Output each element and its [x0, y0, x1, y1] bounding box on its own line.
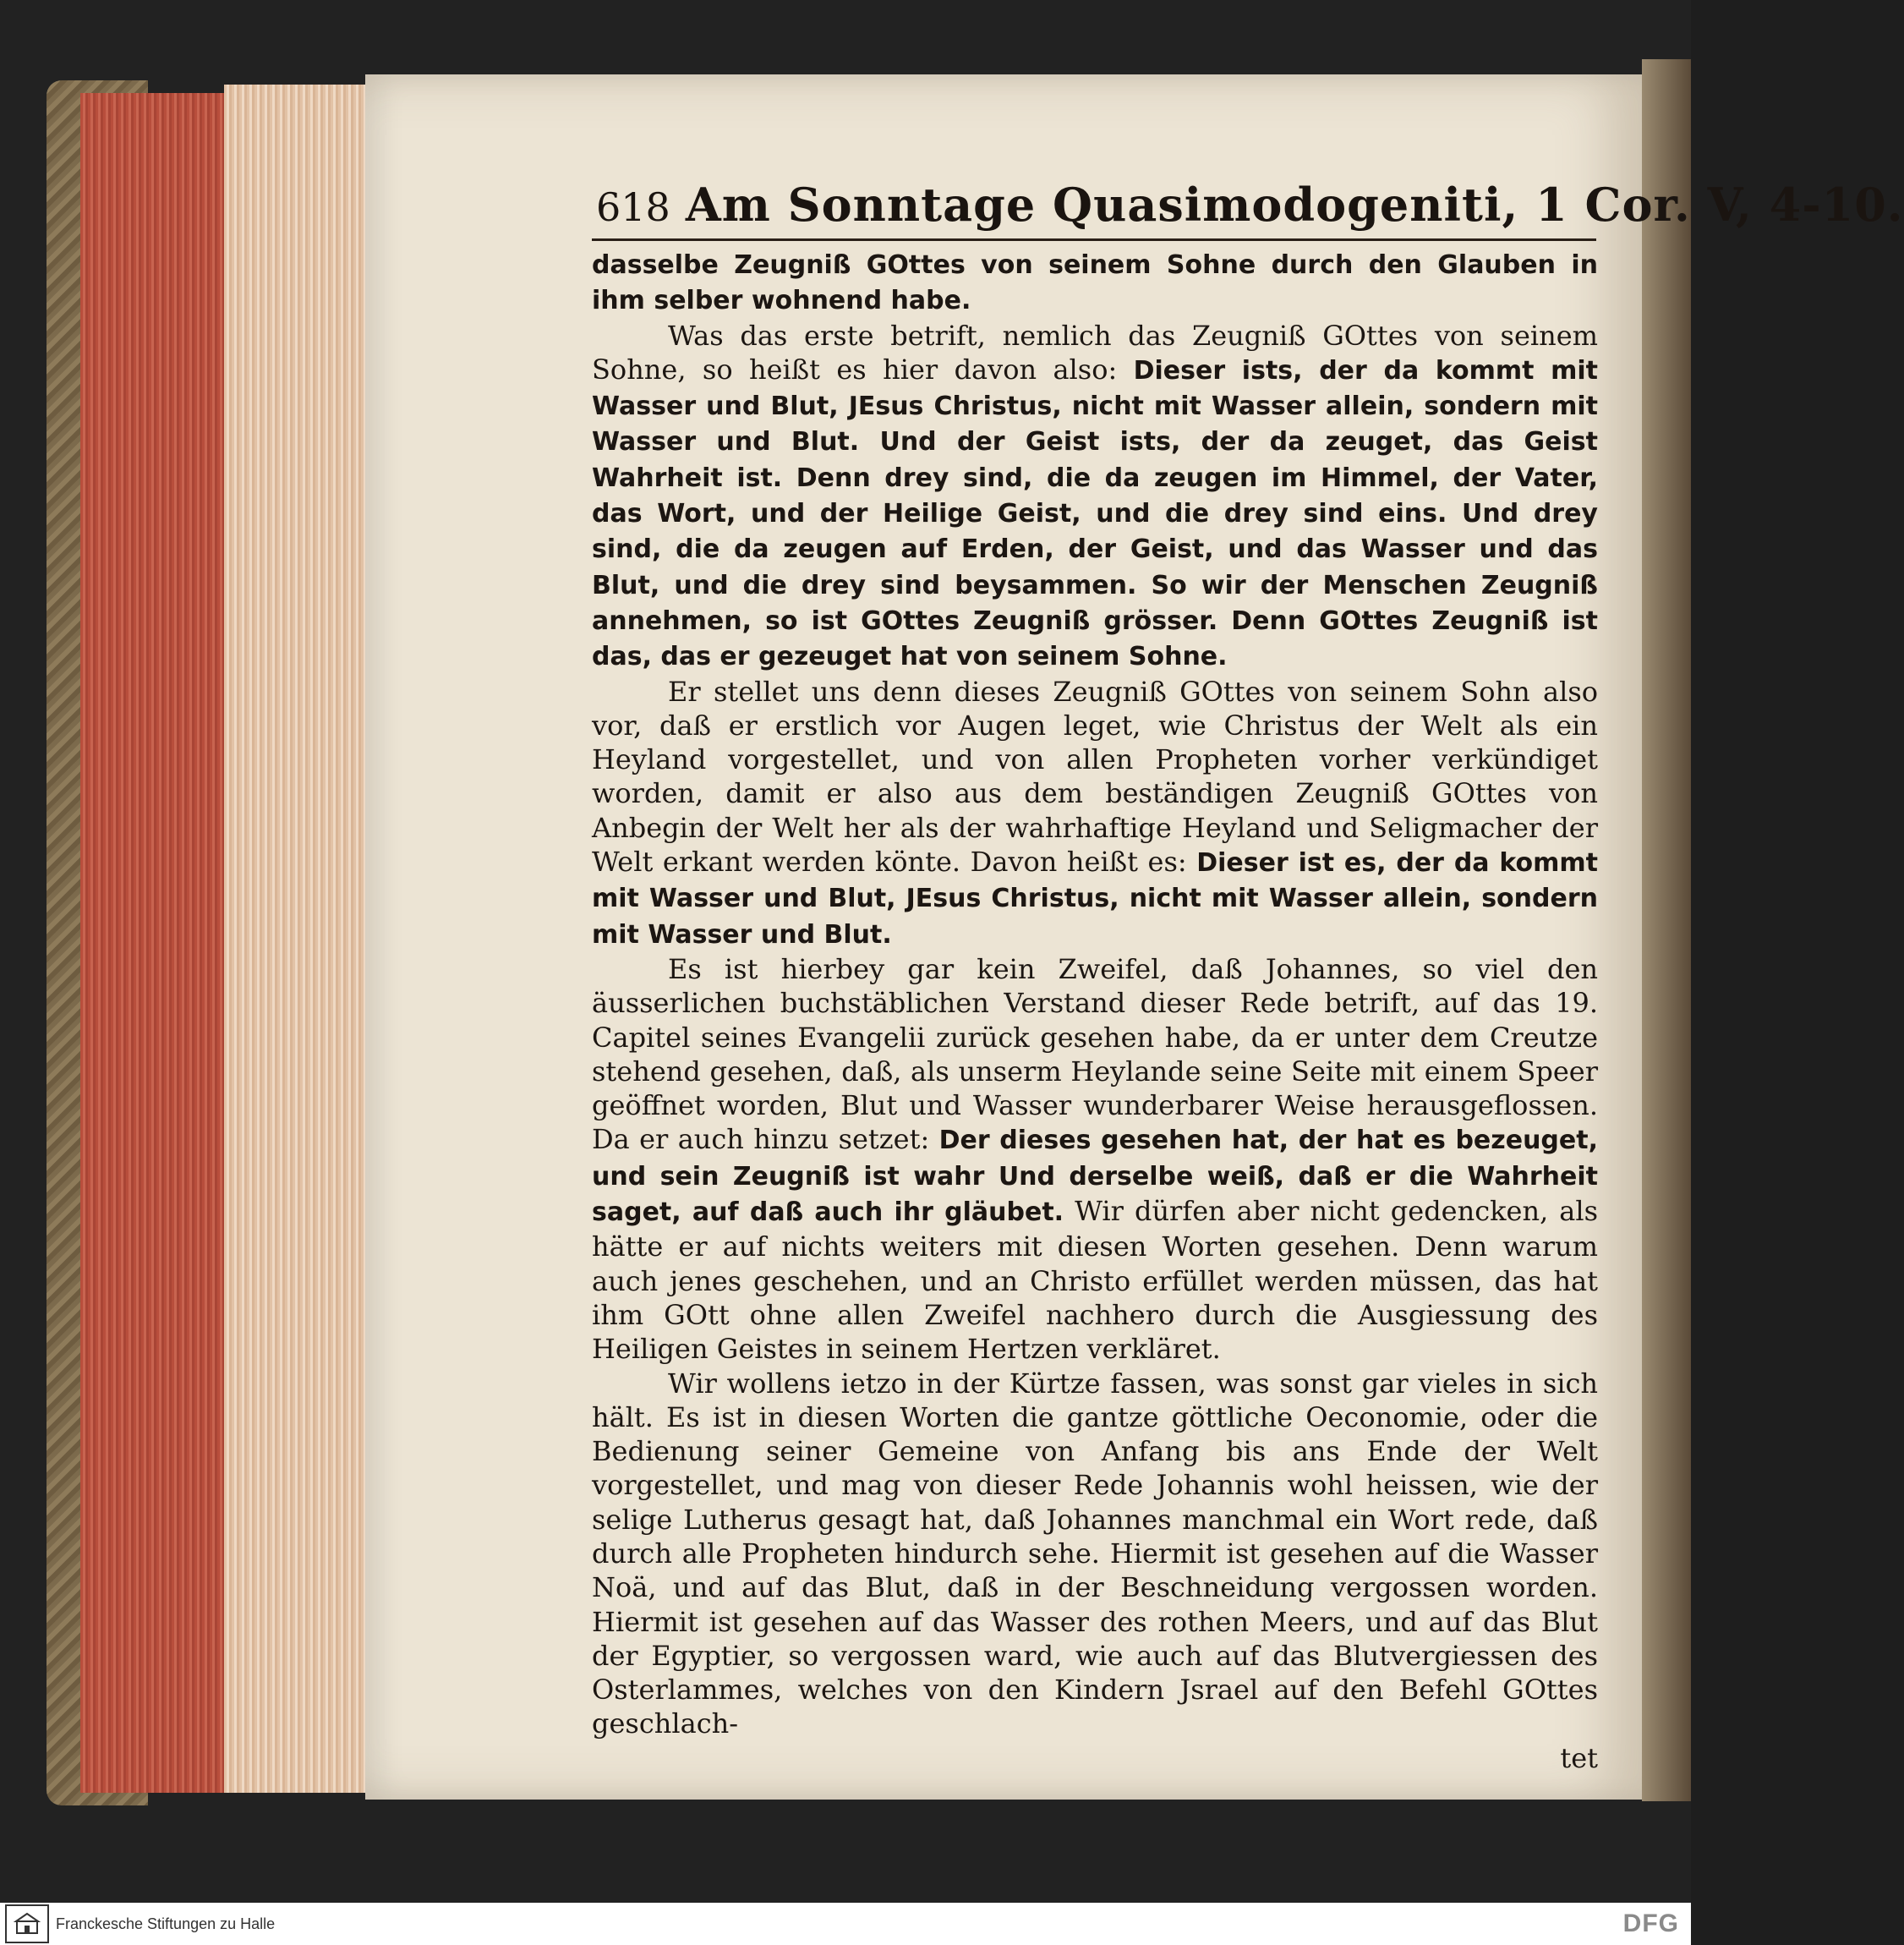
book-page-edges [80, 93, 224, 1793]
running-title: Am Sonntage Quasimodogeniti, 1 Cor. V, 4-10. [685, 178, 1904, 232]
page-header [596, 178, 1904, 237]
emphasized-text: Der dieses gesehen hat, der hat es bezeuget, und sein Zeugniß ist wahr Und derselbe weiß, daß er die Wahrheit saget, auf daß auch ihr gläubet. [592, 1126, 1598, 1228]
page-text [592, 247, 1598, 1775]
page-stack [224, 85, 372, 1793]
emphasized-text: Dieser ists, der da kommt mit Wasser und Blut, JEsus Christus, nicht mit Wasser allein, sondern mit Wasser und Blut. Und der Geist ists, der da zeuget, das Geist Wahrheit ist. Denn drey sind, die da zeugen im Himmel, der Vater, das Wort, und der Heilige Geist, und die drey sind eins. Und drey sind, die da zeugen auf Erden, der Geist, und das Wasser und das Blut, und die drey sind beysammen. So wir der Menschen Zeugniß annehmen, so ist GOttes Zeugniß grösser. Denn GOttes Zeugniß ist das, das er gezeuget hat von seinem Sohne. [592, 355, 1598, 672]
page-number: 618 [596, 184, 670, 230]
library-name: Franckesche Stiftungen zu Halle [56, 1915, 276, 1932]
catchword: tet [1560, 1741, 1598, 1774]
paragraph [592, 247, 1598, 319]
library-logo-icon [5, 1904, 49, 1943]
body-text: Wir wollens ietzo in der Kürtze fassen, was sonst gar vieles in sich hält. Es ist in diesen Worten die gantze göttliche Oeconomie, oder die Bedienung seiner Gemeine von Anfang bis ans Ende der Welt vorgestellet, und mag von dieser Rede Johannis wohl heissen, wie der selige Lutherus gesagt hat, daß Johannes manchmal ein Wort rede, daß durch alle Propheten hindurch sehe. Hiermit ist gesehen auf die Wasser Noä, und auf das Blut, daß in der Beschneidung vergossen worden. Hiermit ist gesehen auf das Wasser des rothen Meers, und auf das Blut der Egyptier, so vergossen ward, wie auch auf das Blutvergiessen des Osterlammes, welches von den Kindern Jsrael auf den Befehl GOttes geschlach- [592, 1367, 1598, 1740]
paragraph [592, 319, 1598, 675]
book-spine-gutter [1642, 59, 1691, 1801]
dfg-logo: DFG [1622, 1909, 1679, 1937]
body-text: Was das erste betrift, nemlich das Zeugniß GOttes von seinem Sohne, so heißt es hier davon also: [592, 319, 1598, 386]
paragraph [592, 675, 1598, 952]
paragraph [592, 952, 1598, 1367]
paragraph [592, 1367, 1598, 1741]
emphasized-text: dasselbe Zeugniß GOttes von seinem Sohne durch den Glauben in ihm selber wohnend habe. [592, 250, 1598, 316]
viewer-footer [0, 1903, 1691, 1945]
header-rule [592, 238, 1596, 241]
body-text: Es ist hierbey gar kein Zweifel, daß Johannes, so viel den äusserlichen buchstäblichen Verstand dieser Rede betrift, auf das 19. Capitel seines Evangelii zurück gesehen habe, da er unter dem Creutze stehend gesehen, daß, als unserm Heylande seine Seite mit einem Speer geöffnet worden, Blut und Wasser wunderbarer Weise herausgeflossen. Da er auch hinzu setzet: [592, 952, 1598, 1156]
body-text: Er stellet uns denn dieses Zeugniß GOttes von seinem Sohn also vor, daß er erstlich vor Augen leget, wie Christus der Welt als ein Heyland vorgestellet, und von allen Propheten vorher verkündiget worden, damit er also aus dem beständigen Zeugniß GOttes von Anbegin der Welt her als der wahrhaftige Heyland und Seligmacher der Welt erkant werden könte. Davon heißt es: [592, 675, 1598, 879]
body-text: Wir dürfen aber nicht gedencken, als hätte er auf nichts weiters mit diesen Worten gesehen. Denn warum auch jenes geschehen, und an Christo erfüllet werden müssen, das hat ihm GOtt ohne allen Zweifel nachhero durch die Ausgiessung des Heiligen Geistes in seinem Hertzen verkläret. [592, 1195, 1599, 1366]
emphasized-text: Dieser ist es, der da kommt mit Wasser und Blut, JEsus Christus, nicht mit Wasser allein, sondern mit Wasser und Blut. [592, 848, 1598, 950]
